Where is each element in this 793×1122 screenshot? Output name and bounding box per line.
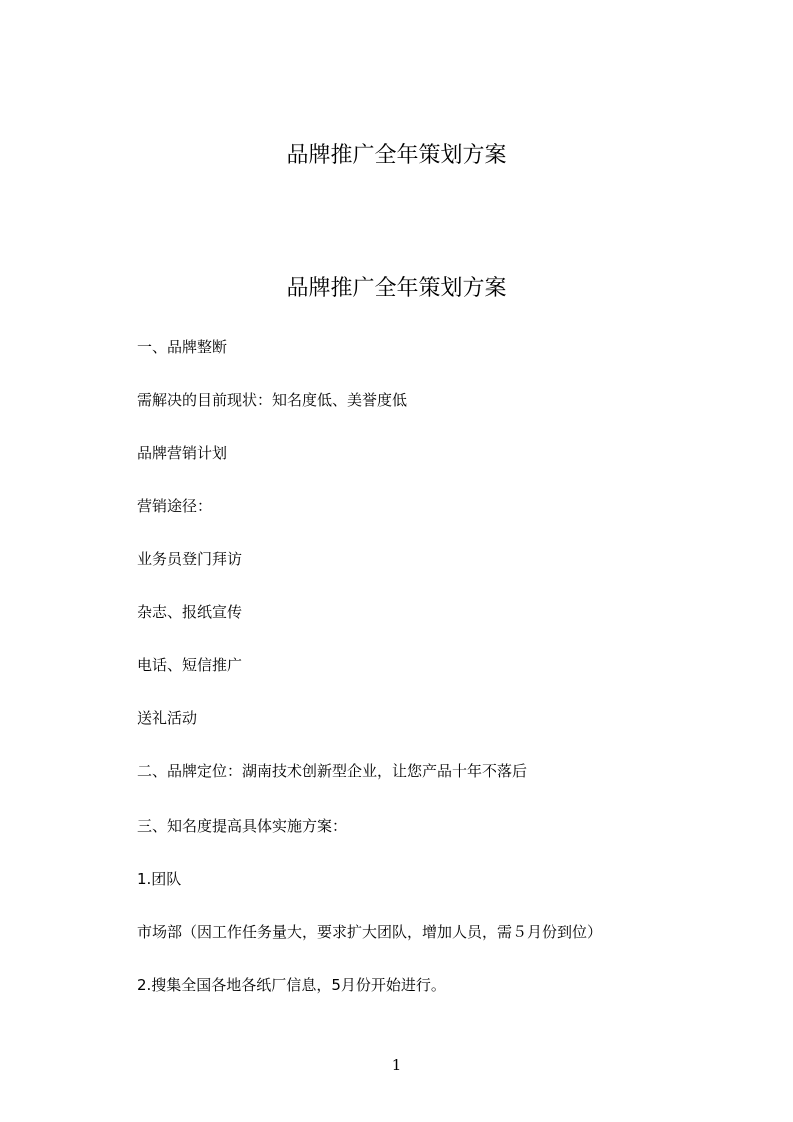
section-heading-awareness-plan: 三、知名度提高具体实施方案：: [137, 817, 348, 835]
paragraph-team: 1.团队: [137, 870, 182, 888]
section-heading-brand-positioning: 二、品牌定位：湖南技术创新型企业，让您产品十年不落后: [137, 762, 528, 780]
section-heading-brand-diagnosis: 一、品牌整断: [137, 338, 228, 356]
cover-title: 品牌推广全年策划方案: [286, 143, 507, 168]
paragraph-collect-paper-mill-info: 2.搜集全国各地各纸厂信息，5月份开始进行。: [137, 976, 446, 994]
page-number: 1: [391, 1056, 402, 1074]
document-title: 品牌推广全年策划方案: [286, 276, 507, 301]
paragraph-door-to-door-visits: 业务员登门拜访: [137, 550, 243, 568]
paragraph-marketing-department: 市场部（因工作任务量大，要求扩大团队，增加人员，需５月份到位）: [137, 923, 603, 941]
paragraph-phone-sms: 电话、短信推广: [137, 656, 243, 674]
paragraph-current-status: 需解决的目前现状：知名度低、美誉度低: [137, 391, 408, 409]
paragraph-magazine-newspaper: 杂志、报纸宣传: [137, 603, 243, 621]
paragraph-marketing-plan: 品牌营销计划: [137, 444, 228, 462]
paragraph-marketing-channels: 营销途径：: [137, 497, 213, 515]
paragraph-gift-events: 送礼活动: [137, 709, 198, 727]
